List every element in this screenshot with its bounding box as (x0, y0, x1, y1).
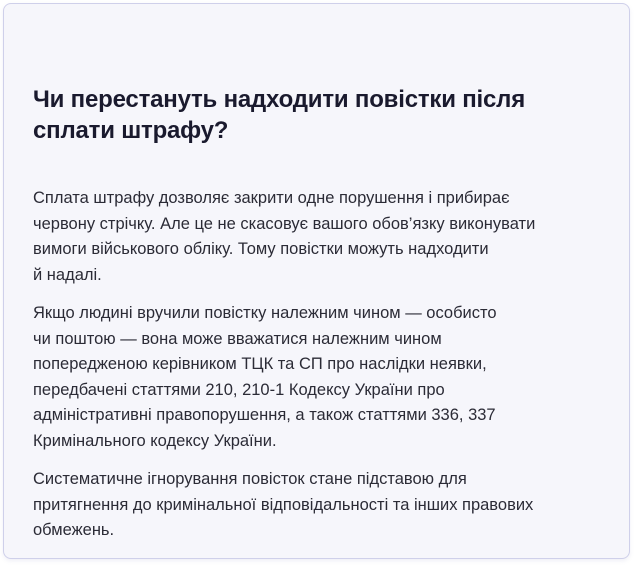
text-line: вимоги військового обліку. Тому повістки можуть надходити (33, 240, 489, 258)
text-line: Кримінального кодексу України. (33, 431, 277, 450)
text-line: Сплата штрафу дозволяє закрити одне порушення і прибирає (33, 189, 510, 207)
faq-card (3, 3, 630, 559)
faq-question-title (33, 84, 593, 146)
text-line: й надалі. (33, 265, 102, 284)
text-line: попередженою керівником ТЦК та СП про наслідки неявки, (33, 355, 487, 373)
title-line: сплати штрафу? (33, 117, 229, 144)
text-line: обмежень. (33, 521, 115, 539)
text-line: чи поштою — вона може вважатися належним чином (33, 329, 442, 348)
title-line: Чи перестануть надходити повістки після (33, 86, 525, 113)
text-line: Якщо людині вручили повістку належним чином — особисто (33, 304, 497, 322)
text-line: передбачені статтями 210, 210-1 Кодексу України про (33, 380, 445, 399)
answer-paragraph-3 (33, 467, 573, 544)
answer-paragraph-2 (33, 301, 573, 454)
text-line: Систематичне ігнорування повісток стане підставою для (33, 470, 467, 488)
answer-paragraph-1 (33, 186, 573, 288)
text-line: червону стрічку. Але це не скасовує вашого обов’язку виконувати (33, 214, 536, 233)
text-line: притягнення до кримінальної відповідальності та інших правових (33, 495, 534, 514)
text-line: адміністративні правопорушення, а також статтями 336, 337 (33, 406, 496, 424)
